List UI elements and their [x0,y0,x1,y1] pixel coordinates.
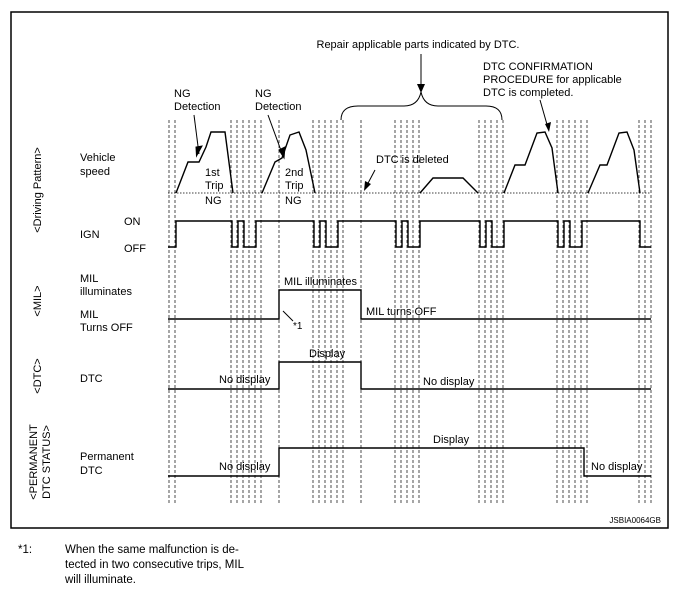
mil-turns-off-annotation: MIL turns OFF [366,306,437,318]
confirm-arrowhead [545,122,551,132]
repair-annotation: Repair applicable parts indicated by DTC. [316,39,520,51]
ng-detection-1-line1: NG [174,88,191,100]
permanent-label-1: Permanent [80,451,134,463]
mil-illuminates-label-1: MIL [80,273,99,285]
footnote-line1: When the same malfunction is de- [65,544,239,556]
mil-off-label-1: MIL [80,309,99,321]
permanent-label-2: DTC [80,465,103,477]
section-driving-pattern: <Driving Pattern> [32,147,44,233]
trip2-line3: NG [285,195,302,207]
dtc-deleted-label: DTC is deleted [376,154,449,166]
section-mil: <MIL> [32,285,44,317]
ng-detection-2-line1: NG [255,88,272,100]
asterisk-annotation: *1 [293,321,303,332]
section-permanent-line2: DTC STATUS> [41,425,53,499]
footnote-text [65,543,295,588]
footnote-line3: will illuminate. [65,574,136,586]
permanent-display-label: Display [433,434,470,446]
dtc-row-label: DTC [80,373,103,385]
dtc-deleted-arrowhead [364,181,371,191]
figure-code: JSBIA0064GB [609,516,661,525]
trip1-line2: Trip [205,180,224,192]
repair-arrowhead [417,84,425,93]
dtc-no-display-label-2: No display [423,376,475,388]
mil-off-label-2: Turns OFF [80,322,133,334]
permanent-no-display-label-1: No display [219,461,271,473]
trip2-line1: 2nd [285,167,304,179]
ign-on-label: ON [124,216,141,228]
asterisk-arrow [283,311,293,321]
ng-detection-1-line2: Detection [174,101,221,113]
footnote-line2: tected in two consecutive trips, MIL [65,559,244,571]
confirm-line2: PROCEDURE for applicable [483,74,622,86]
vehicle-speed-label-1: Vehicle [80,152,116,164]
confirm-line3: DTC is completed. [483,87,574,99]
mil-illuminates-annotation: MIL illuminates [284,276,357,288]
trip2-line2: Trip [285,180,304,192]
footnote-mark: *1: [18,544,33,556]
ign-label: IGN [80,229,100,241]
ign-off-label: OFF [124,243,146,255]
ng-arrows [194,115,285,158]
vehicle-speed-label-2: speed [80,166,110,178]
section-permanent-line1: <PERMANENT [28,424,40,500]
ng-detection-2-line2: Detection [255,101,302,113]
permanent-no-display-label-2: No display [591,461,643,473]
annotations [174,39,643,473]
dtc-display-label: Display [309,348,346,360]
dtc-no-display-label-1: No display [219,374,271,386]
ign-trace [168,221,651,247]
trip1-line3: NG [205,195,222,207]
confirm-line1: DTC CONFIRMATION [483,61,593,73]
section-dtc: <DTC> [32,358,44,394]
row-labels [80,152,146,477]
trip1-line1: 1st [205,167,220,179]
mil-illuminates-label-2: illuminates [80,286,132,298]
